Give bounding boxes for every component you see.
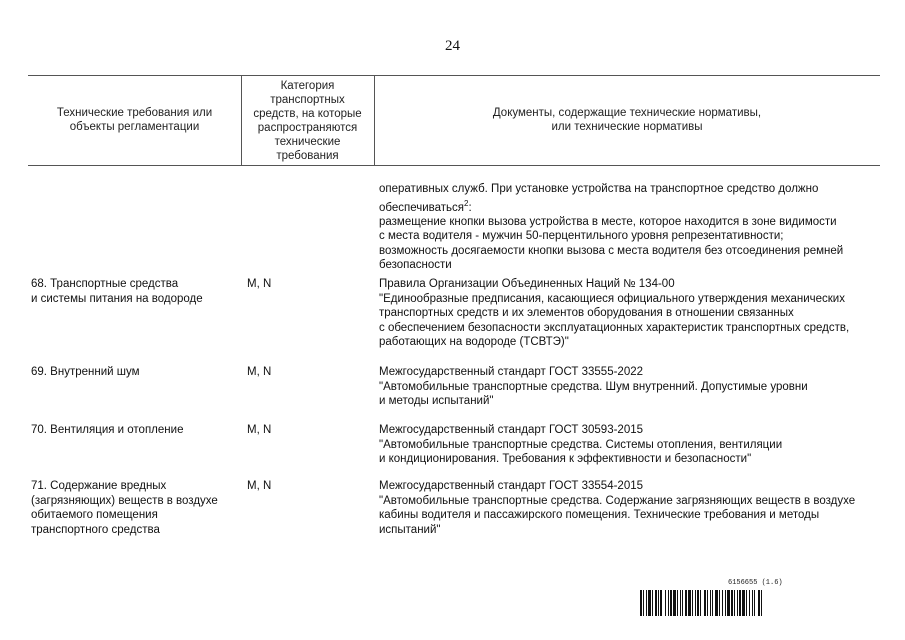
row-requirement: 70. Вентиляция и отопление [31,424,184,436]
row-category: M, N [247,480,272,492]
row-category: M, N [247,424,272,436]
header-category-line: требования [276,150,339,162]
continuation-line: оперативных служб. При установке устройства на транспортное средство должно [379,183,819,195]
continuation-line: возможность досягаемости кнопки вызова с места водителя без отсоединения ремней [379,244,844,257]
header-category-line: Категория [280,80,335,92]
header-requirements-line: Технические требования или [56,107,213,119]
row-documents: Межгосударственный стандарт ГОСТ 33555-2022 "Автомобильные транспортные средства. Шум внутренний. Допустимые уровни и методы испытаний" [379,366,808,407]
header-category-line: средств, на которые [253,108,362,120]
row-documents: Межгосударственный стандарт ГОСТ 33554-2015 "Автомобильные транспортные средства. Содержание загрязняющих веществ в воздухе кабины водителя и пассажирского помещения. Технические требования и методы испытаний" [379,480,856,536]
header-requirements-line: объекты регламентации [69,121,200,133]
header-top-rule [28,75,880,76]
header-category-line: транспортных [270,94,345,106]
continuation-line: безопасности [379,259,452,272]
continuation-line: обеспечиваться$^2$: [379,198,472,214]
header-documents-line: или технические нормативы [551,121,703,133]
footnote-mark[interactable]: 2 [464,198,469,208]
header-requirements [28,106,241,134]
header-documents-line: Документы, содержащие технические нормативы, [492,107,762,119]
page-number: 24 [445,38,460,54]
barcode-label: 6156655 (1.6) [728,579,783,587]
row-category: M, N [247,278,272,290]
row-documents: Межгосударственный стандарт ГОСТ 30593-2015 "Автомобильные транспортные средства. Системы отопления, вентиляции и кондиционирования. Требования к эффективности и безопасности" [379,424,783,465]
barcode-icon [640,590,880,616]
row-requirement: 68. Транспортные средства и системы питания на водороде [31,278,203,305]
continuation-text [379,182,843,273]
row-requirement: 71. Содержание вредных (загрязняющих) веществ в воздухе обитаемого помещения транспортного средства [31,480,218,536]
row-category: M, N [247,366,272,378]
header-category-line: технические [274,136,341,148]
header-bottom-rule [28,165,880,166]
continuation-line: размещение кнопки вызова устройства в месте, которое находится в зоне видимости [379,215,837,228]
header-category [241,79,374,163]
continuation-line: с места водителя - мужчин 50-перцентильного уровня репрезентативности; [379,230,784,243]
row-requirement: 69. Внутренний шум [31,366,140,378]
header-category-line: распространяются [257,122,358,134]
row-documents: Правила Организации Объединенных Наций № 134-00 "Единообразные предписания, касающиеся официального утверждения механических транспортных средств и их элементов оборудования в отношении связанных с обеспечением безопасности эксплуатационных характеристик транспортных средств, работающих на водороде (ТСВТЭ)" [379,278,850,348]
header-documents [374,106,880,134]
